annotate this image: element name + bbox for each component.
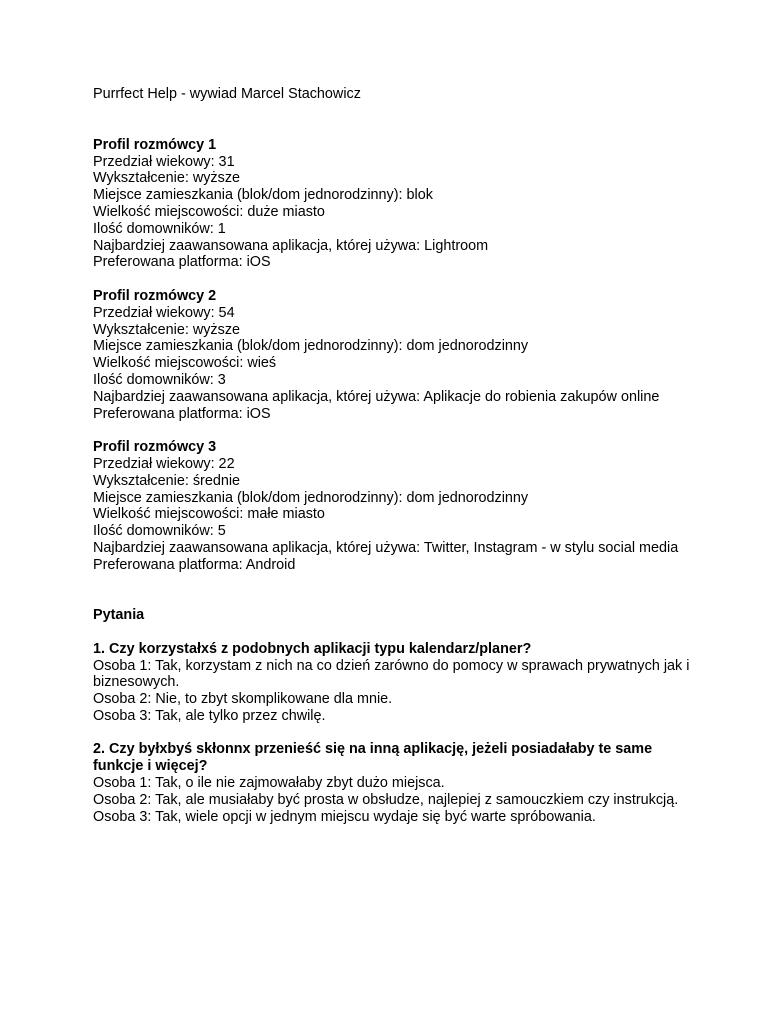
document-title: Purrfect Help - wywiad Marcel Stachowicz: [93, 86, 361, 102]
answer-line: Osoba 2: Tak, ale musiałaby być prosta w obsłudze, najlepiej z samouczkiem czy instrukcją.: [93, 791, 679, 808]
profile-line: Ilość domowników: 3: [93, 371, 226, 388]
answer-line: Osoba 1: Tak, o ile nie zajmowałaby zbyt dużo miejsca.: [93, 775, 445, 792]
profile-line: Wielkość miejscowości: duże miasto: [93, 203, 325, 220]
profile-line: Przedział wiekowy: 22: [93, 455, 235, 472]
profile-heading: Profil rozmówcy 2: [93, 287, 217, 304]
answer-line: Osoba 2: Nie, to zbyt skomplikowane dla mnie.: [93, 691, 393, 708]
answer-line: Osoba 3: Tak, ale tylko przez chwilę.: [93, 707, 326, 724]
profile-line: Przedział wiekowy: 54: [93, 304, 235, 321]
profile-line: Preferowana platforma: iOS: [93, 254, 271, 271]
document-page: [93, 86, 693, 825]
questions-heading: Pytania: [93, 607, 145, 624]
question-text: 2. Czy byłxbyś skłonnx przenieść się na inną aplikację, jeżeli posiadałaby te same funkcje i więcej?: [93, 741, 653, 775]
profile-line: Wykształcenie: wyższe: [93, 170, 241, 187]
profile-3: [93, 439, 693, 573]
profile-line: Miejsce zamieszkania (blok/dom jednorodzinny): blok: [93, 187, 433, 204]
profile-line: Miejsce zamieszkania (blok/dom jednorodzinny): dom jednorodzinny: [93, 489, 529, 506]
profile-line: Wykształcenie: wyższe: [93, 321, 241, 338]
question-1: [93, 641, 693, 725]
profile-line: Najbardziej zaawansowana aplikacja, której używa: Aplikacje do robienia zakupów online: [93, 388, 660, 405]
profile-line: Wykształcenie: średnie: [93, 472, 241, 489]
answer-line: Osoba 1: Tak, korzystam z nich na co dzień zarówno do pomocy w sprawach prywatnych jak i biznesowych.: [93, 657, 690, 691]
question-2: [93, 741, 693, 825]
question-text: 1. Czy korzystałxś z podobnych aplikacji typu kalendarz/planer?: [93, 640, 532, 657]
profile-line: Wielkość miejscowości: małe miasto: [93, 506, 325, 523]
profile-line: Preferowana platforma: Android: [93, 556, 296, 573]
profile-heading: Profil rozmówcy 1: [93, 136, 217, 153]
profile-line: Najbardziej zaawansowana aplikacja, której używa: Twitter, Instagram - w stylu social media: [93, 539, 679, 556]
answer-line: Osoba 3: Tak, wiele opcji w jednym miejscu wydaje się być warte spróbowania.: [93, 808, 596, 825]
profile-heading: Profil rozmówcy 3: [93, 439, 217, 456]
profile-line: Ilość domowników: 5: [93, 523, 226, 540]
profile-1: [93, 137, 693, 271]
profile-line: Wielkość miejscowości: wieś: [93, 355, 277, 372]
profile-line: Ilość domowników: 1: [93, 220, 226, 237]
profile-line: Miejsce zamieszkania (blok/dom jednorodzinny): dom jednorodzinny: [93, 338, 529, 355]
profile-line: Przedział wiekowy: 31: [93, 153, 235, 170]
profile-line: Preferowana platforma: iOS: [93, 405, 271, 422]
profile-2: [93, 288, 693, 422]
profile-line: Najbardziej zaawansowana aplikacja, której używa: Lightroom: [93, 237, 489, 254]
